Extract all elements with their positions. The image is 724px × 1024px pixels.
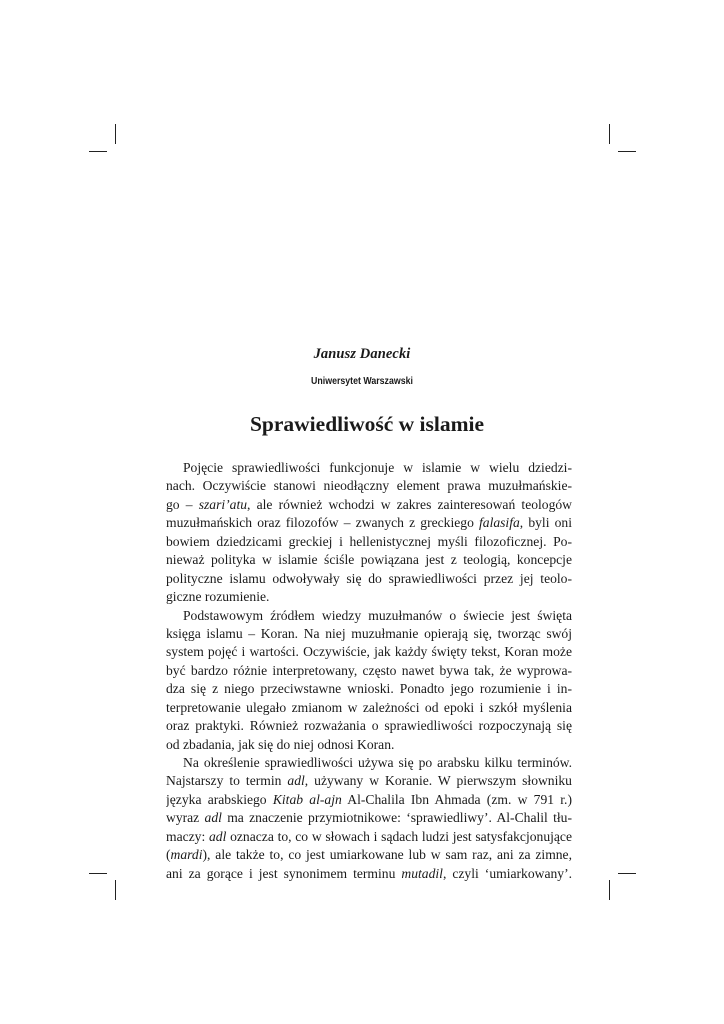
crop-mark [618, 873, 636, 874]
text-line [166, 514, 572, 532]
text-line [166, 588, 572, 606]
text-line [166, 846, 572, 864]
crop-mark [609, 124, 610, 144]
text-run: giczne rozumienie. [166, 589, 270, 605]
text-run: muzułmańskich oraz filozofów – zwanych z greckiego [166, 515, 479, 531]
text-run: Podstawowym źródłem wiedzy muzułmanów o świecie jest święta [183, 607, 572, 623]
text-run: go – [166, 496, 199, 512]
text-run: wyraz [166, 810, 205, 826]
paragraph [166, 459, 572, 607]
text-run: , używany w Koranie. W pierwszym słowniku [304, 773, 572, 789]
author-name: Janusz Danecki [313, 346, 411, 362]
text-run: bowiem dziedzicami greckiej i hellenistycznej myśli filozoficznej. Po- [166, 533, 572, 549]
article-body [166, 459, 572, 883]
text-run: , byli oni [519, 515, 572, 531]
text-run: od zbadania, jak się do niej odnosi Koran. [166, 736, 395, 752]
text-run: ), ale także to, co jest umiarkowane lub w sam raz, ani za zimne, [202, 847, 572, 863]
text-run: terpretowanie ulegało zmianom w zależności od epoki i szkół myślenia [166, 699, 572, 715]
text-line [166, 754, 572, 772]
italic-term: adl [208, 828, 227, 844]
text-line [166, 717, 572, 735]
crop-mark [89, 873, 107, 874]
text-run: Pojęcie sprawiedliwości funkcjonuje w islamie w wielu dziedzi- [183, 460, 572, 475]
italic-term: szari’atu [198, 496, 248, 512]
text-run: nach. Oczywiście stanowi nieodłączny element prawa muzułmańskie- [166, 478, 572, 494]
text-run: Al-Chalila Ibn Ahmada (zm. w 791 r.) [341, 791, 572, 807]
italic-term: adl [287, 773, 305, 789]
author-affiliation: Uniwersytet Warszawski [311, 376, 413, 387]
text-run: system pojęć i wartości. Oczywiście, jak każdy święty tekst, Koran może [166, 644, 572, 660]
text-run: oraz praktyki. Również rozważania o sprawiedliwości rozpoczynają się [166, 718, 572, 734]
text-line [166, 699, 572, 717]
paragraph [166, 607, 572, 755]
text-run: polityczne islamu odwoływały się do sprawiedliwości przez jej teolo- [166, 570, 572, 586]
text-run: ( [166, 847, 171, 863]
article-title: Sprawiedliwość w islamie [249, 412, 485, 436]
text-run: języka arabskiego [166, 791, 273, 807]
text-line [166, 625, 572, 643]
text-line [166, 496, 572, 514]
crop-mark [115, 124, 116, 144]
crop-mark [115, 880, 116, 900]
text-run: Na określenie sprawiedliwości używa się po arabsku kilku terminów. [183, 755, 572, 770]
text-line [166, 643, 572, 661]
text-run: , czyli ‘umiarkowany’. [442, 865, 572, 881]
crop-mark [618, 151, 636, 152]
text-line [166, 772, 572, 790]
text-run: ani za gorące i jest synonimem terminu [166, 865, 402, 881]
text-run: , ale również wchodzi w zakres zainteresowań teologów [247, 496, 572, 512]
text-line [166, 736, 572, 754]
text-run: nieważ polityka w islamie ściśle powiązana jest z teologią, koncepcje [166, 552, 572, 568]
text-run: oznacza to, co w słowach i sądach ludzi jest satysfakcjonujące [226, 828, 572, 844]
text-line [166, 551, 572, 569]
text-line [166, 865, 572, 883]
crop-mark [89, 151, 107, 152]
text-line [166, 809, 572, 827]
text-line [166, 791, 572, 809]
italic-term: adl [204, 810, 222, 826]
text-run: być bardzo różnie interpretowany, często nawet bywa tak, że wyprowa- [166, 662, 572, 678]
italic-term: mutadil [401, 865, 443, 881]
text-line [166, 459, 572, 477]
italic-term: Kitab al-ajn [272, 791, 342, 807]
text-line [166, 680, 572, 698]
italic-term: mardi [170, 847, 203, 863]
text-line [166, 607, 572, 625]
text-line [166, 662, 572, 680]
crop-mark [609, 880, 610, 900]
text-line [166, 570, 572, 588]
paragraph [166, 754, 572, 883]
text-line [166, 477, 572, 495]
text-line [166, 533, 572, 551]
text-run: maczy: [166, 828, 209, 844]
text-line [166, 828, 572, 846]
text-run: ma znaczenie przymiotnikowe: ‘sprawiedliwy’. Al-Chalil tłu- [221, 810, 572, 826]
text-run: księga islamu – Koran. Na niej muzułmanie opierają się, tworząc swój [166, 625, 572, 641]
italic-term: falasifa [479, 515, 520, 531]
text-run: dza się z niego przeciwstawne wnioski. Ponadto jego rozumienie i in- [166, 681, 572, 697]
text-run: Najstarszy to termin [166, 773, 288, 789]
